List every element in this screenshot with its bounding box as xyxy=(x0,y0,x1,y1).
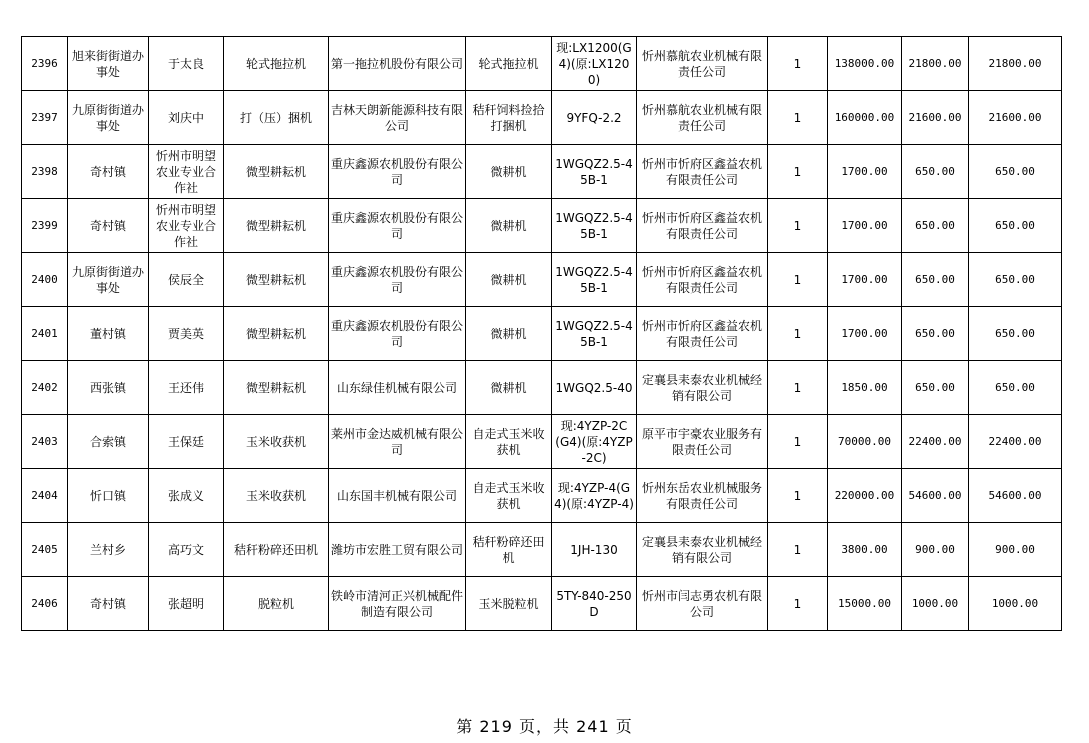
table-row xyxy=(22,523,1062,577)
cell-owner: 王还伟 xyxy=(149,361,224,415)
cell-category: 秸秆粉碎还田机 xyxy=(224,523,329,577)
cell-maker: 潍坊市宏胜工贸有限公司 xyxy=(329,523,466,577)
cell-dealer: 忻州慕航农业机械有限责任公司 xyxy=(637,37,768,91)
cell-owner: 忻州市明望农业专业合作社 xyxy=(149,199,224,253)
cell-town: 旭来街街道办事处 xyxy=(68,37,149,91)
cell-item: 微耕机 xyxy=(466,199,552,253)
cell-total: 1000.00 xyxy=(969,577,1062,631)
cell-item: 微耕机 xyxy=(466,361,552,415)
cell-model: 1WGQZ2.5-45B-1 xyxy=(552,199,637,253)
cell-subsidy: 650.00 xyxy=(902,199,969,253)
cell-no: 2397 xyxy=(22,91,68,145)
cell-owner: 贾美英 xyxy=(149,307,224,361)
cell-qty: 1 xyxy=(768,145,828,199)
table-row xyxy=(22,37,1062,91)
cell-town: 九原街街道办事处 xyxy=(68,91,149,145)
cell-price: 70000.00 xyxy=(828,415,902,469)
cell-category: 玉米收获机 xyxy=(224,415,329,469)
cell-item: 微耕机 xyxy=(466,253,552,307)
cell-subsidy: 21800.00 xyxy=(902,37,969,91)
cell-qty: 1 xyxy=(768,253,828,307)
cell-owner: 高巧文 xyxy=(149,523,224,577)
cell-dealer: 原平市宇豪农业服务有限责任公司 xyxy=(637,415,768,469)
cell-no: 2406 xyxy=(22,577,68,631)
cell-item: 玉米脱粒机 xyxy=(466,577,552,631)
cell-maker: 吉林天朗新能源科技有限公司 xyxy=(329,91,466,145)
cell-subsidy: 900.00 xyxy=(902,523,969,577)
cell-category: 微型耕耘机 xyxy=(224,361,329,415)
table-row xyxy=(22,361,1062,415)
cell-dealer: 定襄县耒泰农业机械经销有限公司 xyxy=(637,361,768,415)
cell-model: 1WGQZ2.5-45B-1 xyxy=(552,253,637,307)
cell-item: 微耕机 xyxy=(466,145,552,199)
cell-total: 650.00 xyxy=(969,361,1062,415)
cell-price: 220000.00 xyxy=(828,469,902,523)
cell-total: 21800.00 xyxy=(969,37,1062,91)
cell-model: 1JH-130 xyxy=(552,523,637,577)
cell-no: 2398 xyxy=(22,145,68,199)
cell-item: 秸秆饲料捡拾打捆机 xyxy=(466,91,552,145)
table-row xyxy=(22,415,1062,469)
cell-maker: 重庆鑫源农机股份有限公司 xyxy=(329,199,466,253)
cell-qty: 1 xyxy=(768,523,828,577)
cell-price: 3800.00 xyxy=(828,523,902,577)
cell-no: 2404 xyxy=(22,469,68,523)
cell-town: 奇村镇 xyxy=(68,199,149,253)
cell-category: 轮式拖拉机 xyxy=(224,37,329,91)
table-row xyxy=(22,199,1062,253)
cell-model: 现:LX1200(G4)(原:LX1200) xyxy=(552,37,637,91)
cell-item: 自走式玉米收获机 xyxy=(466,469,552,523)
table-body xyxy=(22,37,1062,631)
cell-total: 650.00 xyxy=(969,199,1062,253)
cell-qty: 1 xyxy=(768,37,828,91)
cell-no: 2403 xyxy=(22,415,68,469)
cell-price: 160000.00 xyxy=(828,91,902,145)
cell-town: 兰村乡 xyxy=(68,523,149,577)
cell-town: 奇村镇 xyxy=(68,577,149,631)
cell-dealer: 忻州市忻府区鑫益农机有限责任公司 xyxy=(637,145,768,199)
cell-model: 现:4YZP-2C(G4)(原:4YZP-2C) xyxy=(552,415,637,469)
cell-model: 1WGQZ2.5-45B-1 xyxy=(552,307,637,361)
cell-subsidy: 21600.00 xyxy=(902,91,969,145)
cell-owner: 张超明 xyxy=(149,577,224,631)
cell-subsidy: 22400.00 xyxy=(902,415,969,469)
cell-qty: 1 xyxy=(768,91,828,145)
cell-subsidy: 650.00 xyxy=(902,361,969,415)
cell-dealer: 忻州东岳农业机械服务有限责任公司 xyxy=(637,469,768,523)
cell-price: 1850.00 xyxy=(828,361,902,415)
cell-subsidy: 650.00 xyxy=(902,253,969,307)
cell-town: 董村镇 xyxy=(68,307,149,361)
cell-subsidy: 650.00 xyxy=(902,145,969,199)
table-row xyxy=(22,577,1062,631)
table-row xyxy=(22,145,1062,199)
cell-category: 脱粒机 xyxy=(224,577,329,631)
cell-price: 1700.00 xyxy=(828,253,902,307)
cell-subsidy: 54600.00 xyxy=(902,469,969,523)
cell-maker: 重庆鑫源农机股份有限公司 xyxy=(329,253,466,307)
cell-subsidy: 650.00 xyxy=(902,307,969,361)
cell-dealer: 忻州市闫志勇农机有限公司 xyxy=(637,577,768,631)
table-row xyxy=(22,307,1062,361)
cell-price: 138000.00 xyxy=(828,37,902,91)
cell-maker: 第一拖拉机股份有限公司 xyxy=(329,37,466,91)
cell-owner: 张成义 xyxy=(149,469,224,523)
cell-qty: 1 xyxy=(768,415,828,469)
cell-category: 微型耕耘机 xyxy=(224,199,329,253)
table-row xyxy=(22,253,1062,307)
cell-item: 微耕机 xyxy=(466,307,552,361)
cell-maker: 莱州市金达威机械有限公司 xyxy=(329,415,466,469)
cell-no: 2401 xyxy=(22,307,68,361)
cell-model: 9YFQ-2.2 xyxy=(552,91,637,145)
cell-total: 650.00 xyxy=(969,307,1062,361)
cell-maker: 铁岭市清河正兴机械配件制造有限公司 xyxy=(329,577,466,631)
cell-town: 忻口镇 xyxy=(68,469,149,523)
cell-item: 轮式拖拉机 xyxy=(466,37,552,91)
subsidy-table xyxy=(21,36,1062,631)
cell-price: 1700.00 xyxy=(828,145,902,199)
cell-category: 打（压）捆机 xyxy=(224,91,329,145)
page-footer: 第 219 页，共 241 页 xyxy=(456,717,633,736)
cell-category: 微型耕耘机 xyxy=(224,145,329,199)
cell-price: 1700.00 xyxy=(828,307,902,361)
cell-town: 九原街街道办事处 xyxy=(68,253,149,307)
cell-no: 2396 xyxy=(22,37,68,91)
cell-no: 2405 xyxy=(22,523,68,577)
cell-owner: 王保廷 xyxy=(149,415,224,469)
cell-dealer: 忻州慕航农业机械有限责任公司 xyxy=(637,91,768,145)
cell-model: 现:4YZP-4(G4)(原:4YZP-4) xyxy=(552,469,637,523)
cell-town: 奇村镇 xyxy=(68,145,149,199)
cell-no: 2400 xyxy=(22,253,68,307)
cell-maker: 山东绿佳机械有限公司 xyxy=(329,361,466,415)
cell-dealer: 忻州市忻府区鑫益农机有限责任公司 xyxy=(637,253,768,307)
cell-subsidy: 1000.00 xyxy=(902,577,969,631)
cell-dealer: 定襄县耒泰农业机械经销有限公司 xyxy=(637,523,768,577)
cell-model: 1WGQZ2.5-45B-1 xyxy=(552,145,637,199)
cell-total: 650.00 xyxy=(969,253,1062,307)
cell-category: 玉米收获机 xyxy=(224,469,329,523)
cell-item: 秸秆粉碎还田机 xyxy=(466,523,552,577)
cell-qty: 1 xyxy=(768,307,828,361)
cell-price: 15000.00 xyxy=(828,577,902,631)
cell-dealer: 忻州市忻府区鑫益农机有限责任公司 xyxy=(637,199,768,253)
cell-total: 21600.00 xyxy=(969,91,1062,145)
cell-owner: 于太良 xyxy=(149,37,224,91)
cell-no: 2402 xyxy=(22,361,68,415)
cell-category: 微型耕耘机 xyxy=(224,307,329,361)
cell-no: 2399 xyxy=(22,199,68,253)
cell-maker: 山东国丰机械有限公司 xyxy=(329,469,466,523)
cell-qty: 1 xyxy=(768,577,828,631)
cell-item: 自走式玉米收获机 xyxy=(466,415,552,469)
cell-town: 西张镇 xyxy=(68,361,149,415)
cell-maker: 重庆鑫源农机股份有限公司 xyxy=(329,307,466,361)
cell-qty: 1 xyxy=(768,361,828,415)
cell-owner: 忻州市明望农业专业合作社 xyxy=(149,145,224,199)
cell-dealer: 忻州市忻府区鑫益农机有限责任公司 xyxy=(637,307,768,361)
cell-maker: 重庆鑫源农机股份有限公司 xyxy=(329,145,466,199)
cell-owner: 刘庆中 xyxy=(149,91,224,145)
cell-total: 54600.00 xyxy=(969,469,1062,523)
cell-total: 650.00 xyxy=(969,145,1062,199)
table-row xyxy=(22,469,1062,523)
cell-total: 900.00 xyxy=(969,523,1062,577)
cell-model: 5TY-840-250D xyxy=(552,577,637,631)
cell-price: 1700.00 xyxy=(828,199,902,253)
cell-owner: 侯辰全 xyxy=(149,253,224,307)
table-row xyxy=(22,91,1062,145)
cell-qty: 1 xyxy=(768,469,828,523)
cell-model: 1WGQ2.5-40 xyxy=(552,361,637,415)
cell-category: 微型耕耘机 xyxy=(224,253,329,307)
cell-qty: 1 xyxy=(768,199,828,253)
cell-town: 合索镇 xyxy=(68,415,149,469)
cell-total: 22400.00 xyxy=(969,415,1062,469)
